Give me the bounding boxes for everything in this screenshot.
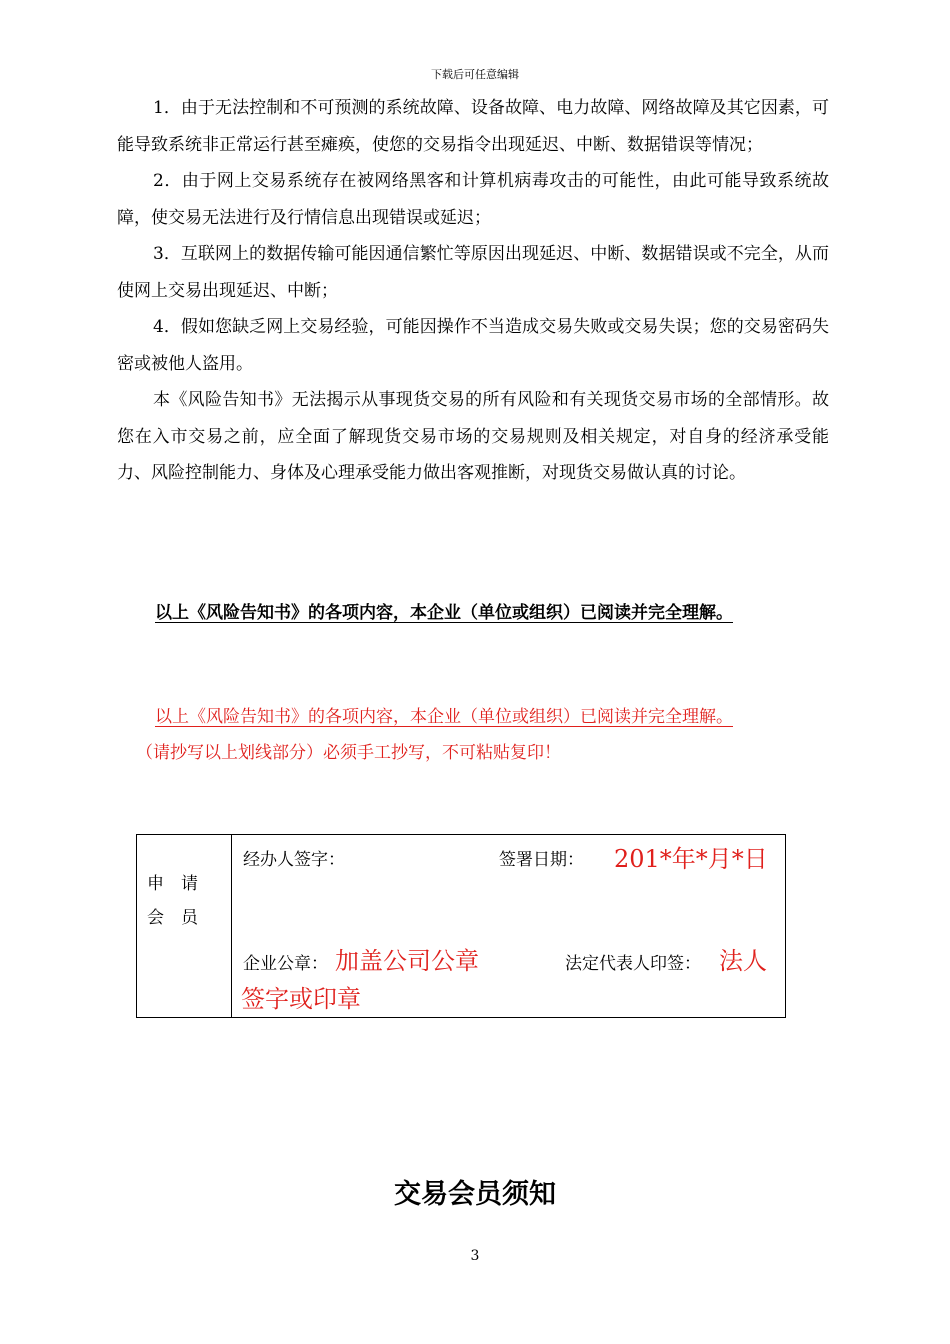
paragraph-4: 4．假如您缺乏网上交易经验，可能因操作不当造成交易失败或交易失误；您的交易密码失密或被他人盗用。 [117,317,829,374]
sign-date-value: 201*年*月*日 [614,845,768,873]
confirmation-statement: 以上《风险告知书》的各项内容，本企业（单位或组织）已阅读并完全理解。 [155,603,733,623]
paragraph-1: 1．由于无法控制和不可预测的系统故障、设备故障、电力故障、网络故障及其它因素，可能导致系统非正常运行甚至瘫痪，使您的交易指令出现延迟、中断、数据错误等情况； [117,98,829,155]
paragraph-5: 本《风险告知书》无法揭示从事现货交易的所有风险和有关现货交易市场的全部情形。故您在入市交易之前，应全面了解现货交易市场的交易规则及相关规定，对自身的经济承受能力、风险控制能力、身体及心理承受能力做出客观推断，对现货交易做认真的讨论。 [117,390,829,483]
red-copy-statement: 以上《风险告知书》的各项内容，本企业（单位或组织）已阅读并完全理解。 [155,707,733,727]
sign-date-label: 签署日期： [499,850,584,870]
paragraph-2: 2．由于网上交易系统存在被网络黑客和计算机病毒攻击的可能性，由此可能导致系统故障，使交易无法进行及行情信息出现错误或延迟； [117,171,829,228]
legal-rep-label: 法定代表人印签： [565,954,701,974]
legal-rep-value: 法人 [719,947,767,975]
table-column-divider [231,835,232,1017]
company-seal-value: 加盖公司公章 [335,947,479,975]
company-seal-label: 企业公章： [243,954,328,974]
page-number: 3 [470,1248,480,1264]
paragraph-3: 3．互联网上的数据传输可能因通信繁忙等原因出现延迟、中断、数据错误或不完全，从而使网上交易出现延迟、中断； [117,244,829,301]
risk-paragraphs [117,90,829,492]
agent-signature-label: 经办人签字： [243,850,345,870]
red-copy-instruction: （请抄写以上划线部分）必须手工抄写，不可粘贴复印！ [136,743,561,763]
section-title: 交易会员须知 [394,1179,556,1210]
member-label-line-2: 会 员 [147,908,198,928]
member-label-line-1: 申 请 [147,874,198,894]
signature-table [136,834,786,1018]
legal-rep-value-continued: 签字或印章 [241,985,361,1013]
applicant-member-label [147,867,223,935]
page-header-note: 下载后可任意编辑 [431,68,519,81]
